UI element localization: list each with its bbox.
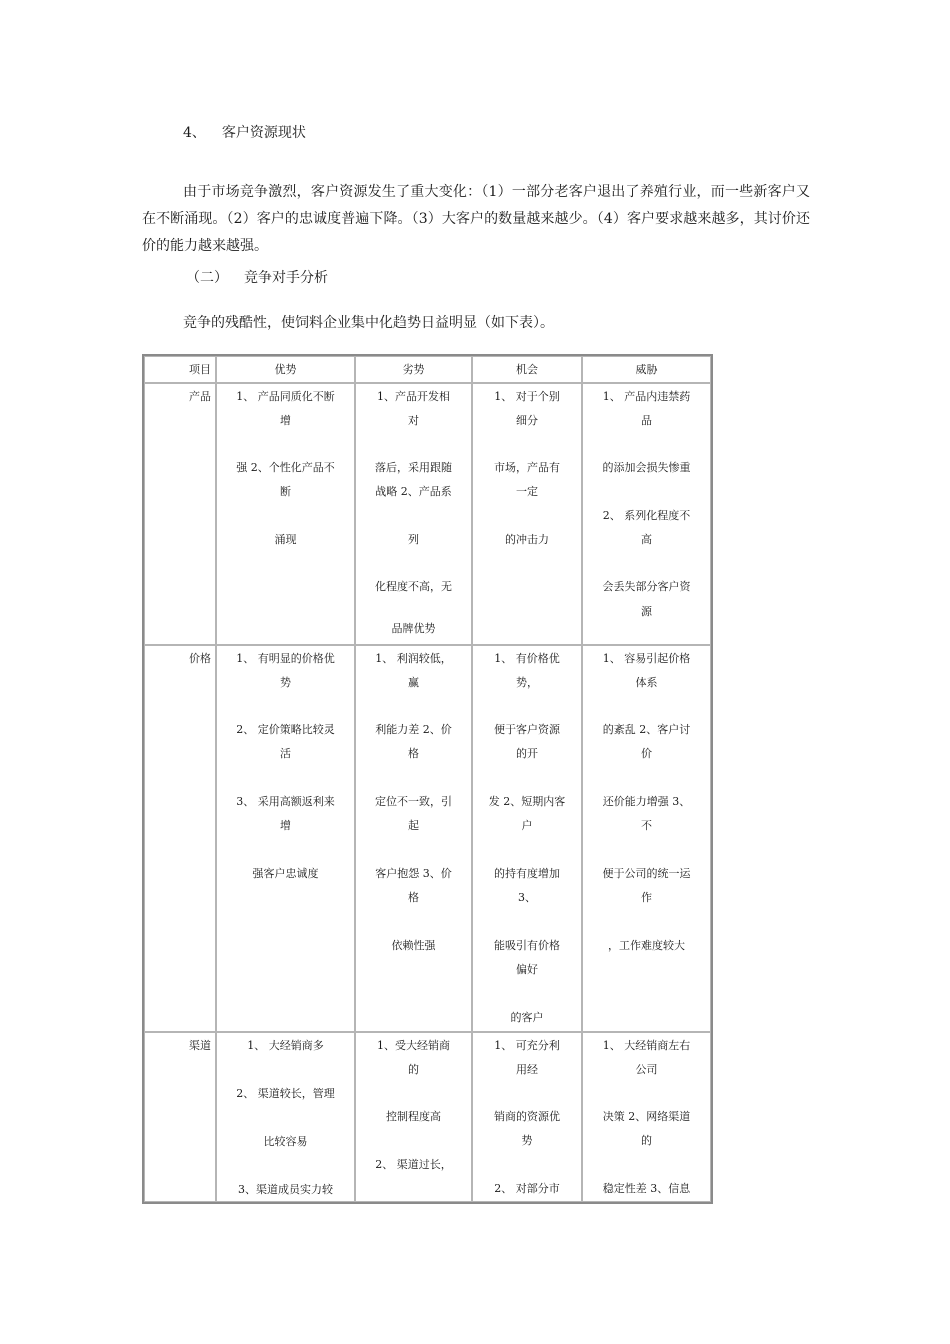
cell-text-line: 1、 有明显的价格优 [236, 652, 335, 665]
cell-text-line: 势， [516, 676, 538, 689]
cell-text-line: 增 [280, 819, 291, 832]
cell-text-line: 市场，产品有 [494, 461, 560, 474]
cell-text-line: 2、 定价策略比较灵 [236, 723, 335, 736]
cell-text-line: 对 [408, 414, 419, 427]
cell-text-line: 的持有度增加 [494, 867, 560, 880]
table-header-row [144, 356, 711, 383]
cell-text-line: 涌现 [274, 533, 297, 546]
header-opportunities: 机会 [472, 356, 582, 383]
cell-text-line: 决策 2、网络渠道 [602, 1110, 691, 1123]
header-item [144, 356, 216, 383]
cell-text-line: 的 [641, 1134, 652, 1147]
competitor-intro-paragraph: 竞争的残酷性，使饲料企业集中化趋势日益明显（如下表）。 [183, 315, 554, 331]
cell-text-line: 2、 系列化程度不 [602, 509, 691, 522]
header-strengths: 优势 [216, 356, 355, 383]
cell-text-line: 偏好 [516, 963, 538, 976]
cell-text-line: 格 [408, 747, 419, 760]
table-cell [355, 383, 472, 645]
cell-text-line: 一定 [516, 485, 538, 498]
cell-text-line: 便于公司的统一运 [602, 867, 691, 880]
cell-text-line: 1、 产品内违禁药 [602, 390, 691, 403]
table-row-channel [144, 1032, 711, 1202]
cell-text-line: 比较容易 [263, 1135, 308, 1148]
cell-text-line: 强客户忠诚度 [252, 867, 319, 880]
cell-text-line: 会丢失部分客户资 [602, 580, 691, 593]
cell-text-line: 格 [408, 891, 419, 904]
cell-text-line: 控制程度高 [386, 1110, 441, 1123]
cell-text-line: 势 [280, 676, 291, 689]
cell-text-line: ，工作难度较大 [608, 939, 685, 952]
customer-resources-paragraph: 由于市场竞争激烈，客户资源发生了重大变化：（1）一部分老客户退出了养殖行业，而一些新客户又在不断涌现。（2）客户的忠诚度普遍下降。（3）大客户的数量越来越少。（4）客户要求越来越多，其讨价还价的能力越来越强。 [142, 184, 810, 254]
table-row-price [144, 645, 711, 1032]
row-label: 价格 [189, 652, 211, 665]
section-title: 客户资源现状 [221, 125, 306, 141]
cell-text-line: 断 [280, 485, 291, 498]
cell-text-line: 利能力差 2、价 [375, 723, 452, 736]
cell-text-line: 的添加会损失惨重 [602, 461, 691, 474]
cell-text-line: 1、受大经销商 [377, 1039, 450, 1052]
cell-text-line: 便于客户资源 [494, 723, 560, 736]
table-cell [355, 645, 472, 1032]
cell-text-line: 3、渠道成员实力较 [238, 1183, 333, 1196]
cell-text-line: 势 [521, 1134, 533, 1147]
cell-text-line: 客户抱怨 3、价 [375, 867, 452, 880]
cell-text-line: 化程度不高，无 [375, 580, 452, 593]
cell-text-line: 细分 [516, 414, 538, 427]
table-cell [472, 645, 582, 1032]
cell-text-line: 还价能力增强 3、 [602, 795, 691, 808]
table-cell [472, 1032, 582, 1202]
cell-text-line: 赢 [408, 676, 419, 689]
table-row-product [144, 383, 711, 645]
row-label-cell [144, 645, 216, 1032]
cell-text-line: 品牌优势 [391, 622, 436, 635]
cell-text-line: 户 [521, 819, 533, 832]
cell-text-line: 2、 对部分市 [494, 1182, 560, 1195]
row-label: 产品 [189, 390, 211, 403]
row-label: 渠道 [189, 1039, 211, 1052]
cell-text-line: 的开 [516, 747, 538, 760]
table-cell [472, 383, 582, 645]
cell-text-line: 1、 利润较低， [375, 652, 452, 665]
table-cell [582, 1032, 711, 1202]
row-label-cell [144, 383, 216, 645]
cell-text-line: 1、 大经销商多 [247, 1039, 324, 1052]
cell-text-line: 的 [408, 1063, 419, 1076]
cell-text-line: 体系 [635, 676, 658, 689]
section-number: （二） [186, 270, 228, 286]
cell-text-line: 销商的资源优 [494, 1110, 560, 1123]
cell-text-line: 1、 产品同质化不断 [236, 390, 335, 403]
header-weaknesses: 劣势 [355, 356, 472, 383]
cell-text-line: 品 [641, 414, 652, 427]
header-label: 项目 [189, 363, 211, 376]
section-number: 4、 [183, 125, 206, 141]
cell-text-line: 列 [408, 533, 419, 546]
table-cell [216, 645, 355, 1032]
cell-text-line: 依赖性强 [391, 939, 436, 952]
cell-text-line: 3、 采用高额返利来 [236, 795, 335, 808]
cell-text-line: 的客户 [510, 1011, 544, 1024]
row-label-cell [144, 1032, 216, 1202]
cell-text-line: 2、 渠道过长， [375, 1158, 452, 1171]
cell-text-line: 高 [641, 533, 652, 546]
cell-text-line: 3、 [518, 891, 536, 904]
section-title: 竞争对手分析 [244, 270, 328, 286]
swot-table [142, 354, 713, 1204]
cell-text-line: 用经 [516, 1063, 538, 1076]
section-heading-customer-resources [183, 122, 306, 142]
cell-text-line: 1、 对于个别 [494, 390, 560, 403]
header-threats: 威胁 [582, 356, 711, 383]
cell-text-line: 强 2、个性化产品不 [236, 461, 335, 474]
cell-text-line: 作 [641, 891, 652, 904]
cell-text-line: 价 [641, 747, 652, 760]
cell-text-line: 落后，采用跟随 [375, 461, 452, 474]
cell-text-line: 1、 容易引起价格 [602, 652, 691, 665]
cell-text-line: 源 [641, 605, 652, 618]
cell-text-line: 起 [408, 819, 419, 832]
table-cell [355, 1032, 472, 1202]
cell-text-line: 的紊乱 2、客户讨 [602, 723, 691, 736]
cell-text-line: 发 2、短期内客 [488, 795, 566, 808]
table-cell [216, 1032, 355, 1202]
cell-text-line: 增 [280, 414, 291, 427]
cell-text-line: 能吸引有价格 [494, 939, 560, 952]
cell-text-line: 1、产品开发相 [377, 390, 450, 403]
cell-text-line: 公司 [635, 1063, 658, 1076]
table-cell [216, 383, 355, 645]
cell-text-line: 1、 可充分利 [494, 1039, 560, 1052]
cell-text-line: 1、 大经销商左右 [602, 1039, 691, 1052]
cell-text-line: 战略 2、产品系 [375, 485, 452, 498]
cell-text-line: 不 [641, 819, 652, 832]
cell-text-line: 1、 有价格优 [494, 652, 560, 665]
table-cell [582, 645, 711, 1032]
cell-text-line: 的冲击力 [505, 533, 549, 546]
cell-text-line: 定位不一致，引 [375, 795, 452, 808]
cell-text-line: 活 [280, 747, 291, 760]
section-heading-competitor-analysis [186, 267, 328, 287]
table-cell [582, 383, 711, 645]
cell-text-line: 稳定性差 3、信息 [602, 1182, 691, 1195]
cell-text-line: 2、 渠道较长，管理 [236, 1087, 335, 1100]
